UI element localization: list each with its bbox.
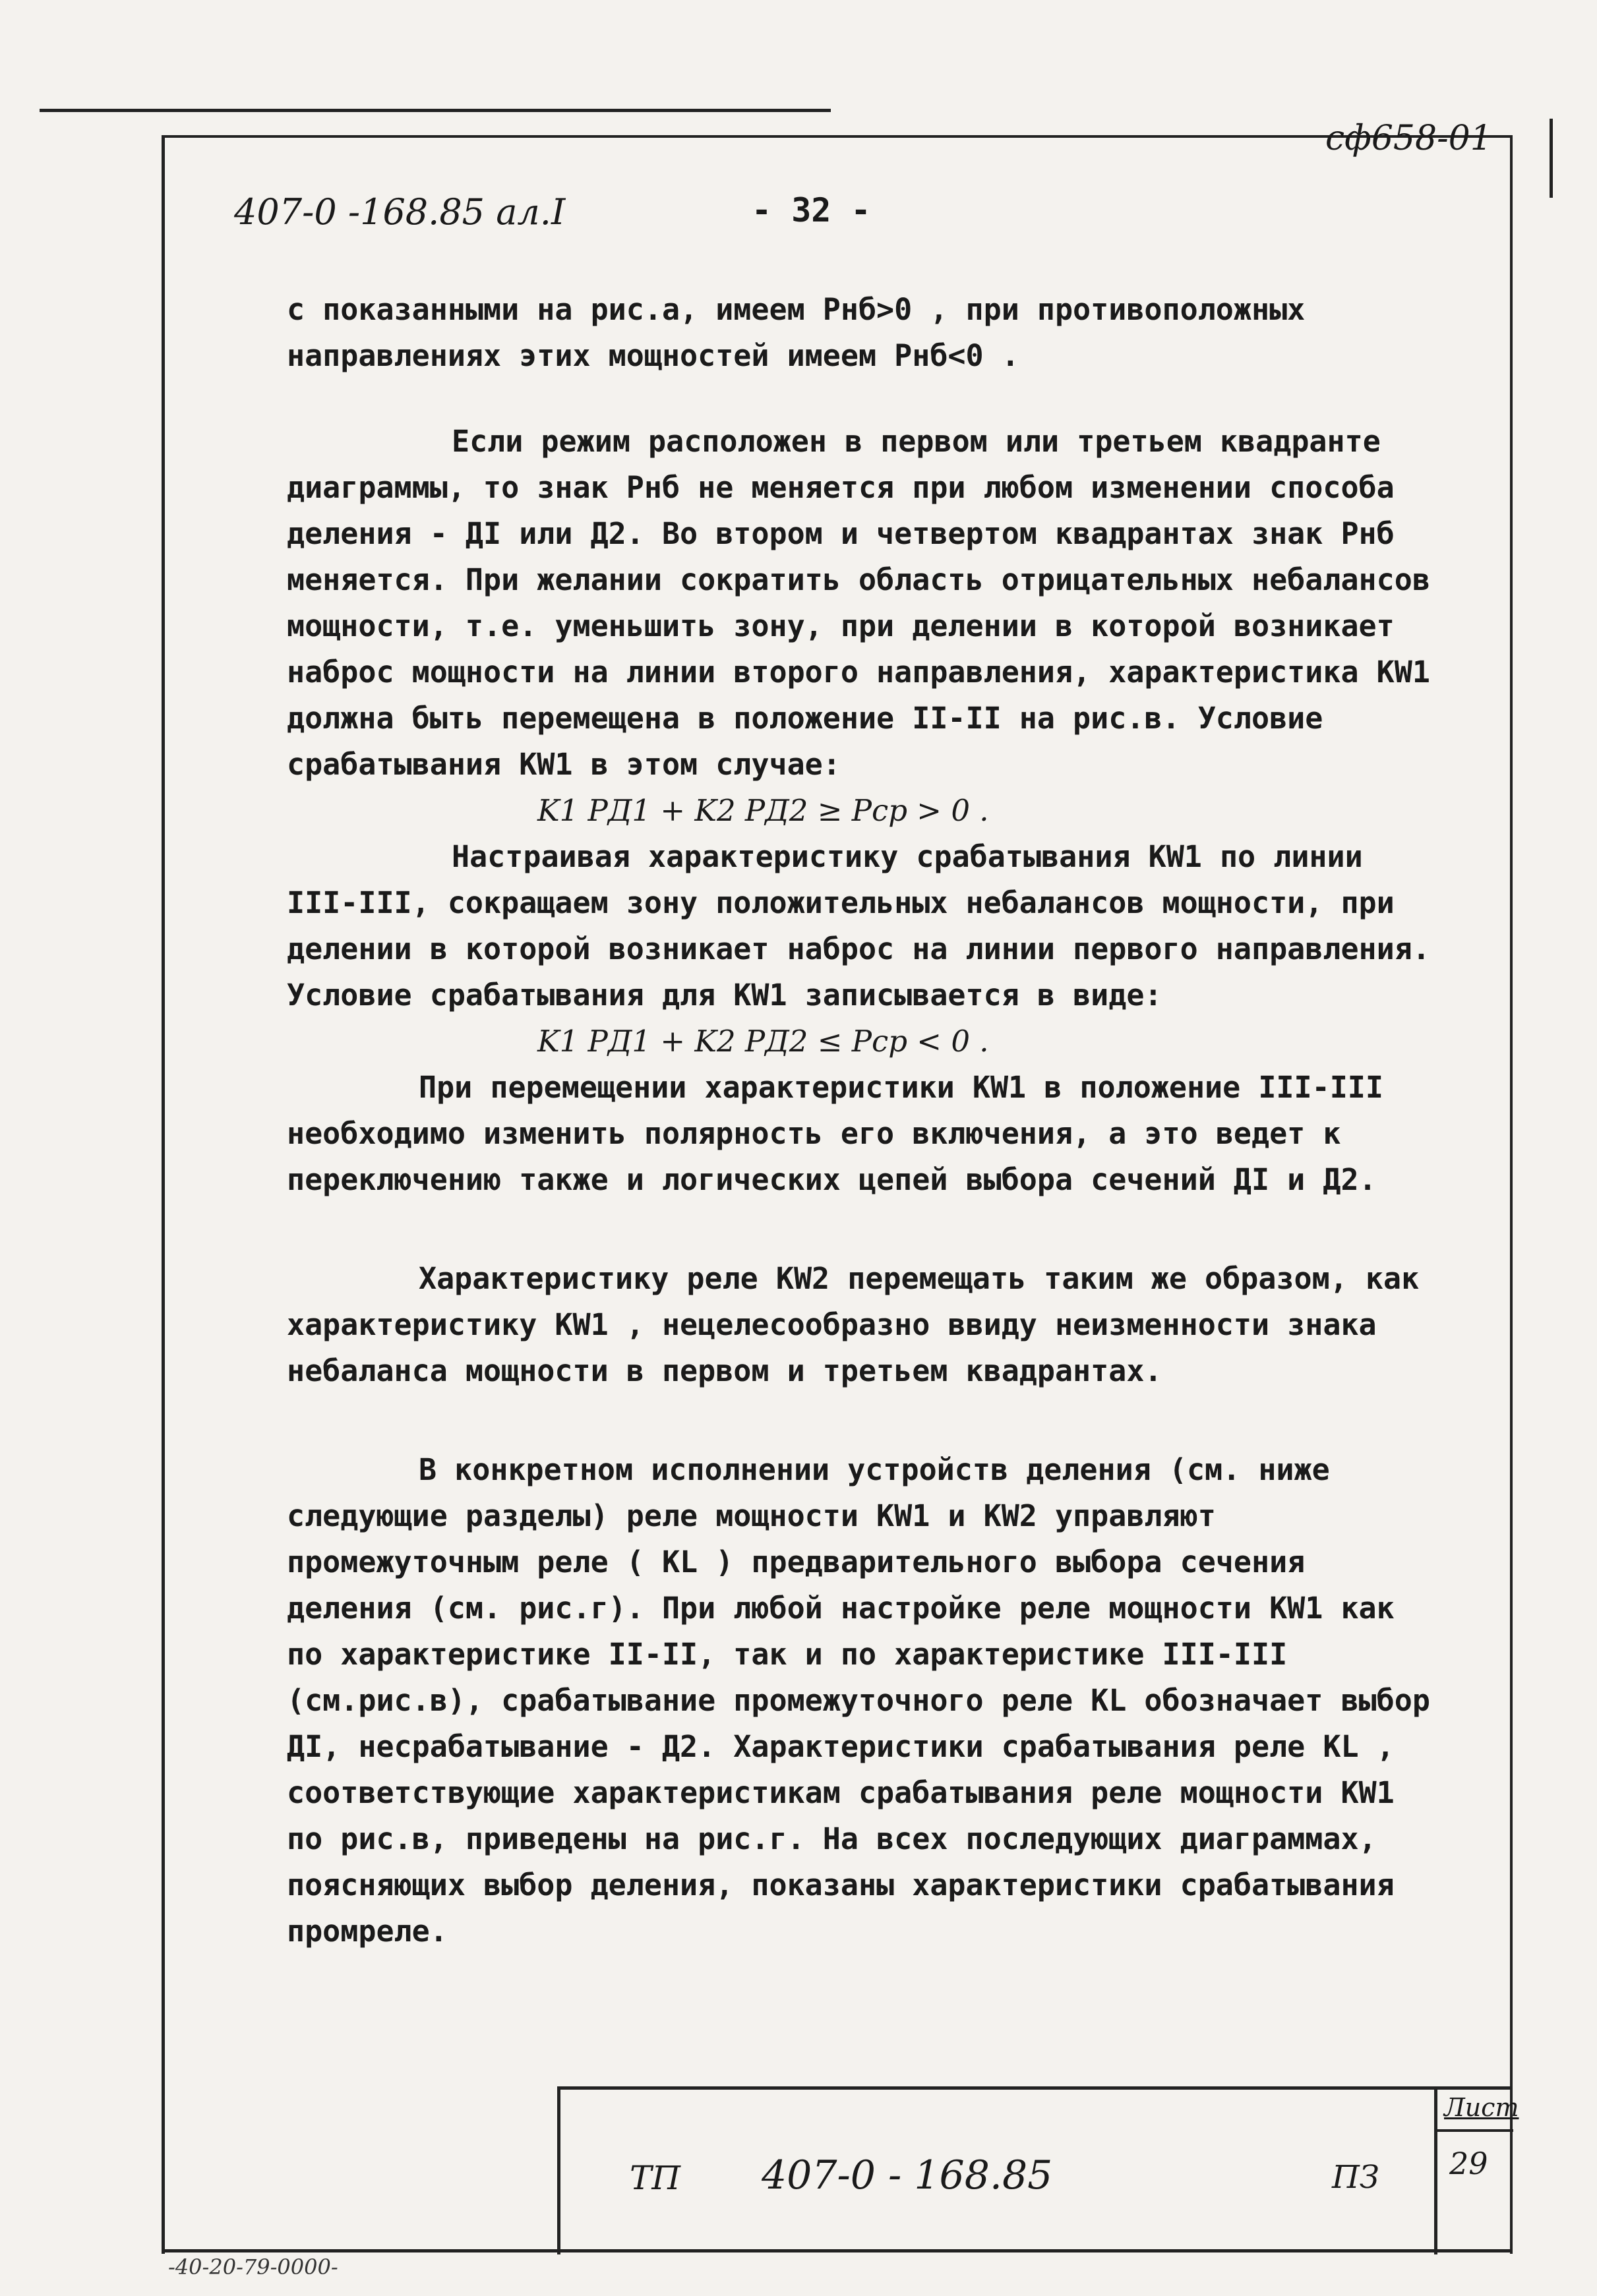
corner-code: сф658-01 bbox=[1325, 119, 1492, 158]
paragraph: В конкретном исполнении устройств деления (см. ниже следующие разделы) реле мощности KW1 и KW2 управляют промежуточным реле ( KL ) предварительного выбора сечения деления (см. рис.г). При любой настройке реле мощности KW1 как по характеристике II-II, так и по характеристике III-III (см.рис.в), срабатывание промежуточного реле KL обозначает выбор ДI, несрабатывание - Д2. Характеристики срабатывания реле KL , соответствующие характеристикам срабатывания реле мощности KW1 по рис.в, приведены на рис.г. На всех последующих диаграммах, поясняющих выбор деления, показаны характеристики срабатывания промреле. bbox=[287, 1452, 1430, 1949]
sheet-box bbox=[1434, 2090, 1519, 2254]
bottom-edge-line bbox=[165, 2249, 1510, 2252]
paragraph: Настраивая характеристику срабатывания KW1 по линии III-III, сокращаем зону положительных небалансов мощности, при делении в которой возникает наброс на линии первого направления. Условие срабатывания для KW1 записывается в виде: bbox=[287, 839, 1430, 1013]
stamp-code: 407-0 - 168.85 bbox=[762, 2152, 1053, 2198]
sheet-number: 29 bbox=[1449, 2146, 1488, 2181]
paragraph: Если режим расположен в первом или третьем квадранте диаграммы, то знак Pнб не меняется при любом изменении способа деления - ДI или Д2. Во втором и четвертом квадрантах знак Pнб меняется. При желании сократить область отрицательных небалансов мощности, т.е. уменьшить зону, при делении в которой возникает наброс мощности на линии второго направления, характеристика KW1 должна быть перемещена в положение II-II на рис.в. Условие срабатывания KW1 в этом случае: bbox=[287, 424, 1430, 782]
title-block bbox=[557, 2086, 1519, 2254]
stamp-tp: ТП bbox=[630, 2159, 680, 2197]
page-number: - 32 - bbox=[752, 191, 871, 229]
top-edge-line bbox=[40, 109, 831, 112]
document-body bbox=[287, 287, 1447, 1955]
formula: K1 PД1 + K2 PД2 ≤ Pср < 0 . bbox=[537, 1024, 989, 1059]
document-code: 407-0 -168.85 ал.I bbox=[234, 191, 566, 233]
paragraph: Характеристику реле KW2 перемещать таким же образом, как характеристику KW1 , нецелесообразно ввиду неизменности знака небаланса мощности в первом и третьем квадрантах. bbox=[287, 1261, 1420, 1388]
right-edge-mark bbox=[1550, 119, 1553, 198]
bottom-note: -40-20-79-0000- bbox=[168, 2254, 338, 2280]
formula: K1 PД1 + K2 PД2 ≥ Pср > 0 . bbox=[537, 793, 989, 828]
sheet-label: Лист bbox=[1444, 2093, 1519, 2122]
stamp-pz: ПЗ bbox=[1332, 2159, 1379, 2196]
paragraph: При перемещении характеристики KW1 в положение III-III необходимо изменить полярность его включения, а это ведет к переключению также и логических цепей выбора сечений ДI и Д2. bbox=[287, 1070, 1383, 1197]
sheet-divider bbox=[1437, 2129, 1513, 2132]
paragraph: с показанными на рис.а, имеем Pнб>0 , при противоположных направлениях этих мощностей имеем Pнб<0 . bbox=[287, 292, 1306, 373]
